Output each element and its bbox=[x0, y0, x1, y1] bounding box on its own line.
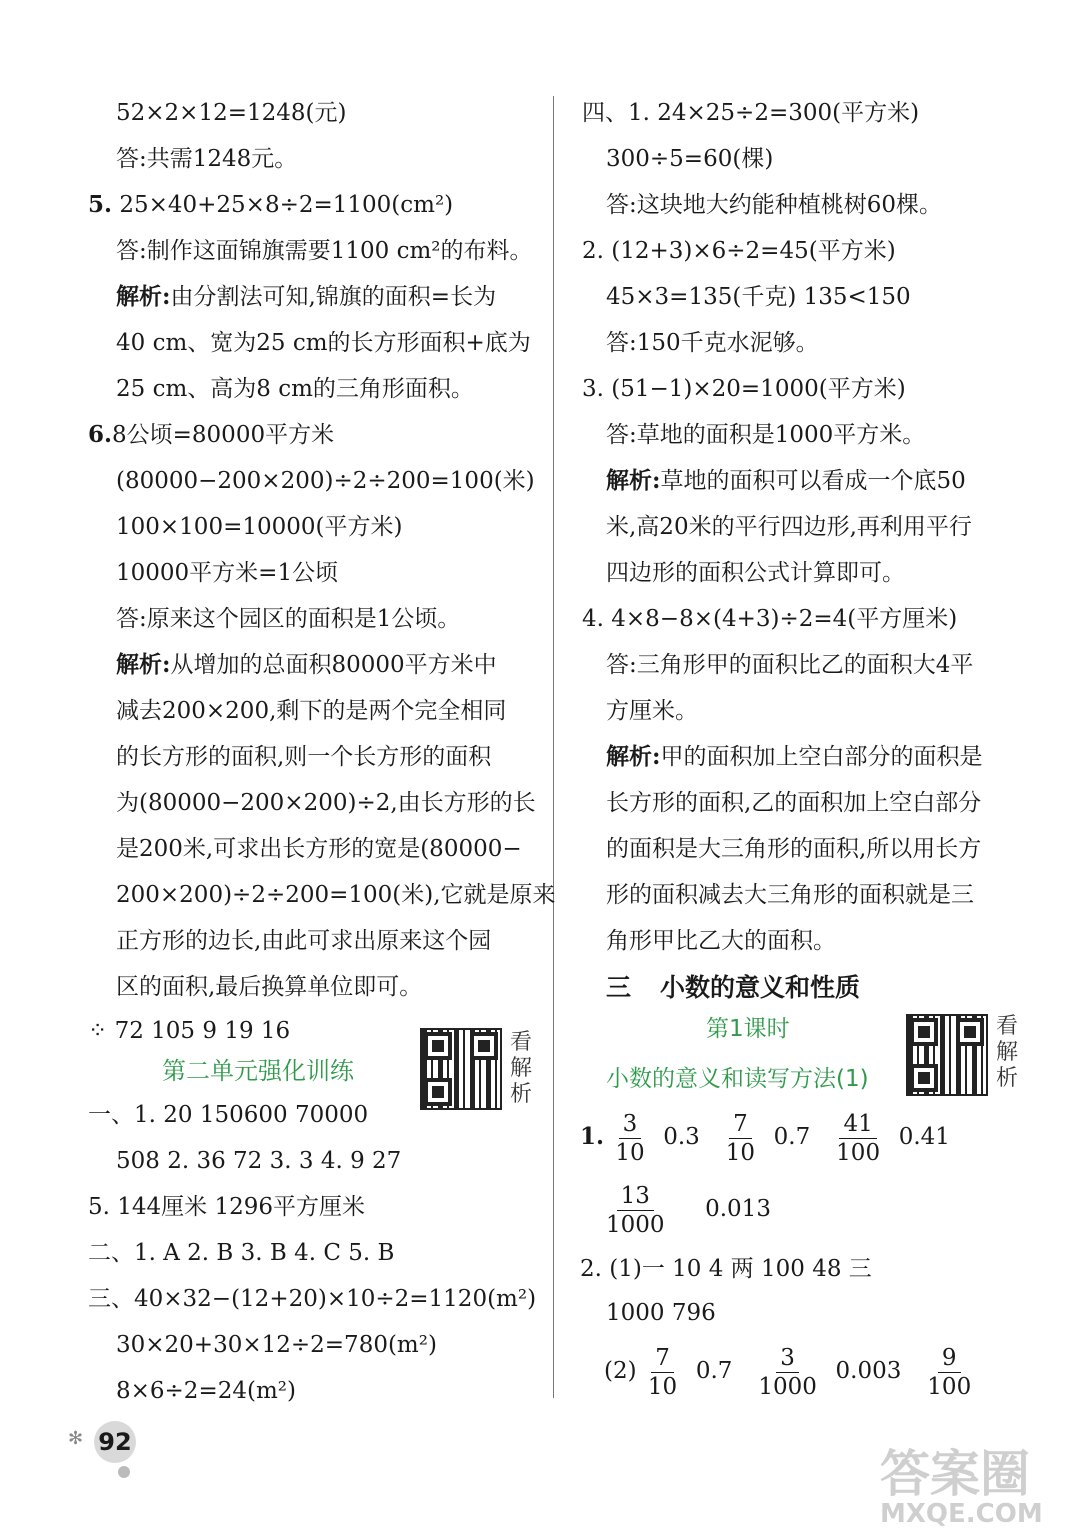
look-char: 看 bbox=[510, 1030, 533, 1055]
analysis-text: 减去200×200,剩下的是两个完全相同 bbox=[116, 698, 507, 724]
section-3: 三、40×32−(12+20)×10÷2=1120(m²) bbox=[88, 1286, 537, 1312]
question-6 bbox=[88, 420, 334, 450]
question-number: 1. bbox=[580, 1123, 605, 1150]
look-char: 看 bbox=[996, 1014, 1019, 1039]
answer-1 bbox=[580, 1106, 950, 1168]
denominator: 1000 bbox=[606, 1211, 665, 1238]
formula: 10000平方米=1公顷 bbox=[116, 560, 339, 586]
answer: 答:制作这面锦旗需要1100 cm²的布料。 bbox=[116, 238, 533, 264]
analysis-text: 从增加的总面积80000平方米中 bbox=[170, 652, 497, 678]
answer-2: 1000 796 bbox=[606, 1300, 716, 1326]
look-char: 析 bbox=[510, 1082, 533, 1107]
page-number: 92 bbox=[94, 1421, 136, 1463]
analysis bbox=[116, 282, 496, 312]
column-divider bbox=[553, 96, 554, 1398]
line: 52×2×12=1248(元) bbox=[116, 100, 347, 126]
section-1: 508 2. 36 72 3. 3 4. 9 27 bbox=[116, 1148, 402, 1174]
fraction bbox=[602, 1182, 669, 1239]
formula: 100×100=10000(平方米) bbox=[116, 514, 403, 540]
qr-code[interactable] bbox=[420, 1028, 502, 1110]
look-char: 解 bbox=[996, 1040, 1019, 1065]
answer-2: 2. (1)一 10 4 两 100 48 三 bbox=[580, 1256, 872, 1282]
decimal: 0.3 bbox=[663, 1124, 700, 1150]
fraction bbox=[832, 1110, 884, 1167]
unit-title: 第二单元强化训练 bbox=[162, 1057, 354, 1085]
denominator: 10 bbox=[615, 1139, 645, 1166]
analysis-text: 草地的面积可以看成一个底50 bbox=[660, 468, 966, 494]
fraction bbox=[611, 1110, 648, 1167]
look-char: 解 bbox=[510, 1056, 533, 1081]
analysis-text: 200×200)÷2÷200=100(米),它就是原来 bbox=[116, 882, 556, 908]
analysis-text: 角形甲比乙大的面积。 bbox=[606, 928, 836, 954]
formula: 45×3=135(千克) 135<150 bbox=[606, 284, 911, 310]
analysis-label: 解析: bbox=[606, 467, 661, 494]
answer-2-part2 bbox=[604, 1340, 975, 1402]
fraction bbox=[923, 1344, 975, 1401]
section-4: 四、1. 24×25÷2=300(平方米) bbox=[582, 100, 920, 126]
question-4: 4. 4×8−8×(4+3)÷2=4(平方厘米) bbox=[582, 606, 958, 632]
answer: 答:150千克水泥够。 bbox=[606, 330, 819, 356]
look-analysis-label bbox=[996, 1014, 1022, 1092]
answer: 答:三角形甲的面积比乙的面积大4平 bbox=[606, 652, 974, 678]
numerator: 9 bbox=[938, 1344, 961, 1373]
chapter-number: 三 bbox=[606, 973, 632, 1002]
analysis-text: 四边形的面积公式计算即可。 bbox=[606, 560, 905, 586]
section-2: 二、1. A 2. B 3. B 4. C 5. B bbox=[88, 1240, 395, 1266]
look-analysis-label bbox=[510, 1030, 536, 1108]
numerator: 3 bbox=[776, 1344, 799, 1373]
analysis-label: 解析: bbox=[116, 651, 171, 678]
formula: 25×40+25×8÷2=1100(cm²) bbox=[119, 192, 454, 218]
numerator: 7 bbox=[651, 1344, 674, 1373]
watermark-url: MXQE.COM bbox=[880, 1499, 1043, 1529]
answer-1-cont bbox=[602, 1178, 771, 1240]
numerator: 3 bbox=[619, 1110, 642, 1139]
answer: 方厘米。 bbox=[606, 698, 698, 724]
look-char: 析 bbox=[996, 1066, 1019, 1091]
question-number: 6. bbox=[88, 421, 113, 448]
denominator: 10 bbox=[647, 1373, 678, 1400]
analysis-text: 40 cm、宽为25 cm的长方形面积+底为 bbox=[116, 330, 531, 356]
numerator: 13 bbox=[617, 1182, 654, 1211]
numerator: 41 bbox=[839, 1110, 876, 1139]
section-3: 8×6÷2=24(m²) bbox=[116, 1378, 296, 1404]
part-label: (2) bbox=[604, 1358, 637, 1384]
decorative-dot bbox=[118, 1466, 130, 1478]
analysis-text: 区的面积,最后换算单位即可。 bbox=[116, 974, 423, 1000]
decimal: 0.41 bbox=[898, 1124, 950, 1150]
analysis-text: 甲的面积加上空白部分的面积是 bbox=[660, 744, 983, 770]
question-number: 5. bbox=[88, 191, 113, 218]
denominator: 100 bbox=[836, 1139, 881, 1166]
formula: (80000−200×200)÷2÷200=100(米) bbox=[116, 468, 535, 494]
fraction bbox=[754, 1344, 821, 1401]
question-2: 2. (12+3)×6÷2=45(平方米) bbox=[582, 238, 896, 264]
qr-code[interactable] bbox=[906, 1014, 988, 1096]
analysis-text: 长方形的面积,乙的面积加上空白部分 bbox=[606, 790, 982, 816]
line: 答:共需1248元。 bbox=[116, 146, 298, 172]
star-icon: ✻ bbox=[68, 1428, 84, 1449]
analysis-text: 为(80000−200×200)÷2,由长方形的长 bbox=[116, 790, 536, 816]
watermark-text: 答案圈 bbox=[880, 1445, 1030, 1503]
section-3: 30×20+30×12÷2=780(m²) bbox=[116, 1332, 437, 1358]
answer: 答:草地的面积是1000平方米。 bbox=[606, 422, 926, 448]
analysis-text: 是200米,可求出长方形的宽是(80000− bbox=[116, 836, 522, 862]
analysis-text: 的面积是大三角形的面积,所以用长方 bbox=[606, 836, 982, 862]
chapter-title: 小数的意义和性质 bbox=[660, 973, 861, 1002]
decimal: 0.003 bbox=[835, 1358, 902, 1384]
denominator: 1000 bbox=[758, 1373, 817, 1400]
section-1: 一、1. 20 150600 70000 bbox=[88, 1102, 369, 1128]
lesson-subtitle: 小数的意义和读写方法(1) bbox=[606, 1066, 869, 1092]
analysis-label: 解析: bbox=[606, 743, 661, 770]
decimal: 0.013 bbox=[705, 1196, 771, 1222]
fraction bbox=[722, 1110, 759, 1167]
numerator: 7 bbox=[729, 1110, 752, 1139]
analysis-text: 由分割法可知,锦旗的面积=长为 bbox=[170, 284, 497, 310]
fraction bbox=[644, 1344, 681, 1401]
analysis-text: 25 cm、高为8 cm的三角形面积。 bbox=[116, 376, 474, 402]
analysis-text: 米,高20米的平行四边形,再利用平行 bbox=[606, 514, 972, 540]
analysis-text: 形的面积减去大三角形的面积就是三 bbox=[606, 882, 974, 908]
denominator: 100 bbox=[927, 1373, 972, 1400]
answer: 答:这块地大约能种植桃树60棵。 bbox=[606, 192, 943, 218]
analysis-label: 解析: bbox=[116, 283, 171, 310]
denominator: 10 bbox=[725, 1139, 756, 1166]
analysis-text: 的长方形的面积,则一个长方形的面积 bbox=[116, 744, 492, 770]
analysis-text: 正方形的边长,由此可求出原来这个园 bbox=[116, 928, 492, 954]
question-5 bbox=[88, 190, 453, 220]
formula: 8公顷=80000平方米 bbox=[112, 422, 335, 448]
analysis bbox=[606, 742, 983, 772]
section-1: 5. 144厘米 1296平方厘米 bbox=[88, 1194, 365, 1220]
lesson-title: 第1课时 bbox=[706, 1016, 790, 1042]
formula: 300÷5=60(棵) bbox=[606, 146, 774, 172]
decimal: 0.7 bbox=[773, 1124, 811, 1150]
analysis bbox=[116, 650, 497, 680]
question-3: 3. (51−1)×20=1000(平方米) bbox=[582, 376, 906, 402]
analysis bbox=[606, 466, 966, 496]
answers-line: ⁘ 72 105 9 19 16 bbox=[88, 1018, 291, 1044]
decimal: 0.7 bbox=[695, 1358, 733, 1384]
answer: 答:原来这个园区的面积是1公顷。 bbox=[116, 606, 461, 632]
watermark bbox=[880, 1445, 1043, 1529]
